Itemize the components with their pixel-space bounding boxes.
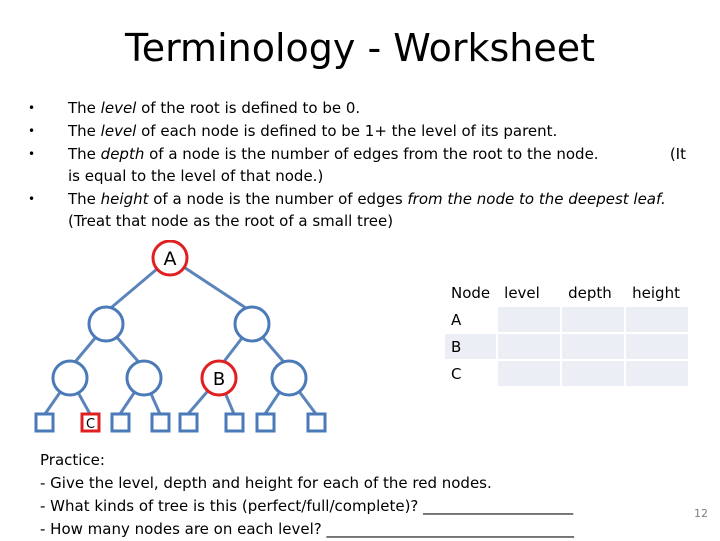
- definition-term: height: [100, 190, 149, 208]
- bullet-icon: •: [28, 147, 36, 161]
- answer-cell[interactable]: [498, 334, 560, 359]
- definition-text: of the root is defined to be 0.: [136, 99, 361, 117]
- tree-node: [127, 361, 161, 395]
- tree-leaf: [180, 414, 197, 431]
- definition-text: The: [68, 122, 101, 140]
- tree-node: [53, 361, 87, 395]
- answer-cell[interactable]: [626, 334, 688, 359]
- answer-cell[interactable]: [626, 307, 688, 332]
- header-node: Node: [445, 280, 496, 305]
- header-level: level: [498, 280, 560, 305]
- page-title: Terminology - Worksheet: [124, 26, 596, 70]
- definition-text: The: [68, 190, 101, 208]
- tree-leaf: [226, 414, 243, 431]
- answer-cell[interactable]: [562, 361, 624, 386]
- definition-continuation: is equal to the level of that node.): [68, 167, 324, 185]
- definition-height: [22, 188, 702, 232]
- tree-leaves: [36, 414, 325, 431]
- tree-leaf: [112, 414, 129, 431]
- header-depth: depth: [562, 280, 624, 305]
- node-a-label: A: [163, 248, 177, 270]
- definition-node-level: [22, 120, 702, 142]
- binary-tree-diagram: [0, 240, 440, 440]
- tree-leaf: [152, 414, 169, 431]
- tree-node: [272, 361, 306, 395]
- definition-text: of a node is the number of edges from the root to the node.: [144, 145, 599, 163]
- answer-cell[interactable]: [626, 361, 688, 386]
- tree-leaf: [36, 414, 53, 431]
- tree-leaf: [257, 414, 274, 431]
- page-number: 12: [694, 507, 708, 520]
- definition-text: The: [68, 145, 101, 163]
- answer-cell[interactable]: [562, 334, 624, 359]
- node-c-label: C: [85, 417, 96, 432]
- practice-question: - What kinds of tree is this (perfect/full/complete)? ____________________: [40, 497, 574, 515]
- definition-continuation: (Treat that node as the root of a small tree): [68, 212, 394, 230]
- definition-text: of each node is defined to be 1+ the level of its parent.: [136, 122, 558, 140]
- definition-text: of a node is the number of edges: [148, 190, 408, 208]
- table-row: [445, 307, 688, 332]
- answer-cell[interactable]: [498, 307, 560, 332]
- tree-edges: [45, 258, 316, 414]
- bullet-icon: •: [28, 101, 36, 115]
- answer-cell[interactable]: [562, 307, 624, 332]
- practice-section: [40, 449, 574, 541]
- row-label: B: [445, 334, 496, 359]
- definitions-list: [22, 97, 702, 233]
- definition-term: level: [100, 122, 137, 140]
- practice-question: - How many nodes are on each level? _________________________________: [40, 520, 574, 538]
- practice-heading: Practice:: [40, 451, 105, 469]
- table-header-row: [445, 280, 688, 305]
- header-height: height: [626, 280, 688, 305]
- table-row: [445, 361, 688, 386]
- row-label: C: [445, 361, 496, 386]
- definition-term: level: [100, 99, 137, 117]
- tree-node: [235, 307, 269, 341]
- definition-root-level: [22, 97, 702, 119]
- definition-emphasis: from the node to the deepest leaf.: [407, 190, 666, 208]
- tree-leaf: [308, 414, 325, 431]
- definition-term: depth: [100, 145, 145, 163]
- row-label: A: [445, 307, 496, 332]
- bullet-icon: •: [28, 192, 36, 206]
- definition-text: The: [68, 99, 101, 117]
- tree-node: [89, 307, 123, 341]
- answer-table: [443, 278, 690, 388]
- bullet-icon: •: [28, 124, 36, 138]
- definition-note: (It: [669, 145, 686, 163]
- answer-cell[interactable]: [498, 361, 560, 386]
- table-row: [445, 334, 688, 359]
- definition-depth: [22, 143, 702, 187]
- tree-nodes: [53, 307, 306, 395]
- practice-question: - Give the level, depth and height for each of the red nodes.: [40, 474, 492, 492]
- node-b-label: B: [212, 369, 226, 390]
